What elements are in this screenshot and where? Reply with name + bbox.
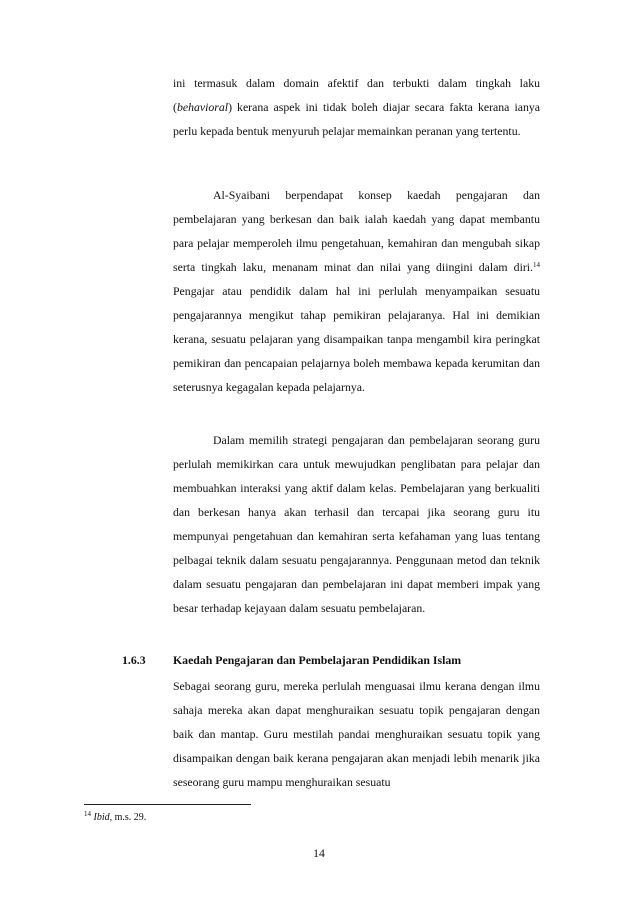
paragraph-2-text	[173, 183, 540, 399]
footnote-divider	[84, 804, 251, 805]
footnote-reference[interactable]: 14	[533, 261, 540, 269]
paragraph-3	[173, 428, 540, 620]
paragraph-3-text: Dalam memilih strategi pengajaran dan pembelajaran seorang guru perlulah memikirkan cara untuk mewujudkan penglibatan para pelajar dan membuahkan interaksi yang aktif dalam kelas. Pembelajaran yang berkualiti dan berkesan hanya akan terhasil dan tercapai jika seorang guru itu mempunyai pengetahuan dan kemahiran serta kefahaman yang luas tentang pelbagai teknik dalam sesuatu pengajarannya. Penggunaan metod dan teknik dalam sesuatu pengajaran dan pembelajaran ini dapat memberi impak yang besar terhadap kejayaan dalam sesuatu pembelajaran.	[173, 433, 540, 615]
footnote-marker: 14	[84, 810, 91, 818]
section-title: Kaedah Pengajaran dan Pembelajaran Pendidikan Islam	[173, 653, 462, 667]
paragraph-4	[173, 674, 540, 794]
section-number: 1.6.3	[122, 653, 146, 667]
paragraph-1	[173, 71, 540, 143]
paragraph-2-part-2: Pengajar atau pendidik dalam hal ini perlulah menyampaikan sesuatu pengajarannya mengikut tahap pemikiran pelajaranya. Hal ini demikian kerana, sesuatu pelajaran yang disampaikan tanpa mengambil kira peringkat pemikiran dan pencapaian pelajarnya boleh membawa kepada kerumitan dan seterusnya kegagalan kepada pelajarnya.	[173, 284, 540, 394]
footnote-source: Ibid,	[93, 812, 113, 823]
paragraph-2	[173, 183, 540, 399]
page-number: 14	[313, 846, 325, 860]
footnote	[84, 812, 146, 823]
paragraph-4-text: Sebagai seorang guru, mereka perlulah menguasai ilmu kerana dengan ilmu sahaja mereka akan dapat menghuraikan sesuatu topik pengajaran dengan baik dan mantap. Guru mestilah pandai menghuraikan sesuatu topik yang disampaikan dengan baik kerana pengajaran akan menjadi lebih menarik jika seseorang guru mampu menghuraikan sesuatu	[173, 679, 540, 789]
footnote-detail: m.s. 29.	[112, 812, 147, 823]
paragraph-1-text: ini termasuk dalam domain afektif dan terbukti dalam tingkah laku (behavioral) kerana aspek ini tidak boleh diajar secara fakta kerana ianya perlu kepada bentuk menyuruh pelajar memainkan peranan yang tertentu.	[173, 76, 540, 138]
paragraph-2-part-1: Al-Syaibani berpendapat konsep kaedah pengajaran dan pembelajaran yang berkesan dan baik ialah kaedah yang dapat membantu para pelajar memperoleh ilmu pengetahuan, kemahiran dan mengubah sikap serta tingkah laku, menanam minat dan nilai yang diingini dalam diri.	[173, 188, 540, 274]
section-heading	[122, 653, 542, 668]
behavioral-term: behavioral	[176, 100, 229, 114]
